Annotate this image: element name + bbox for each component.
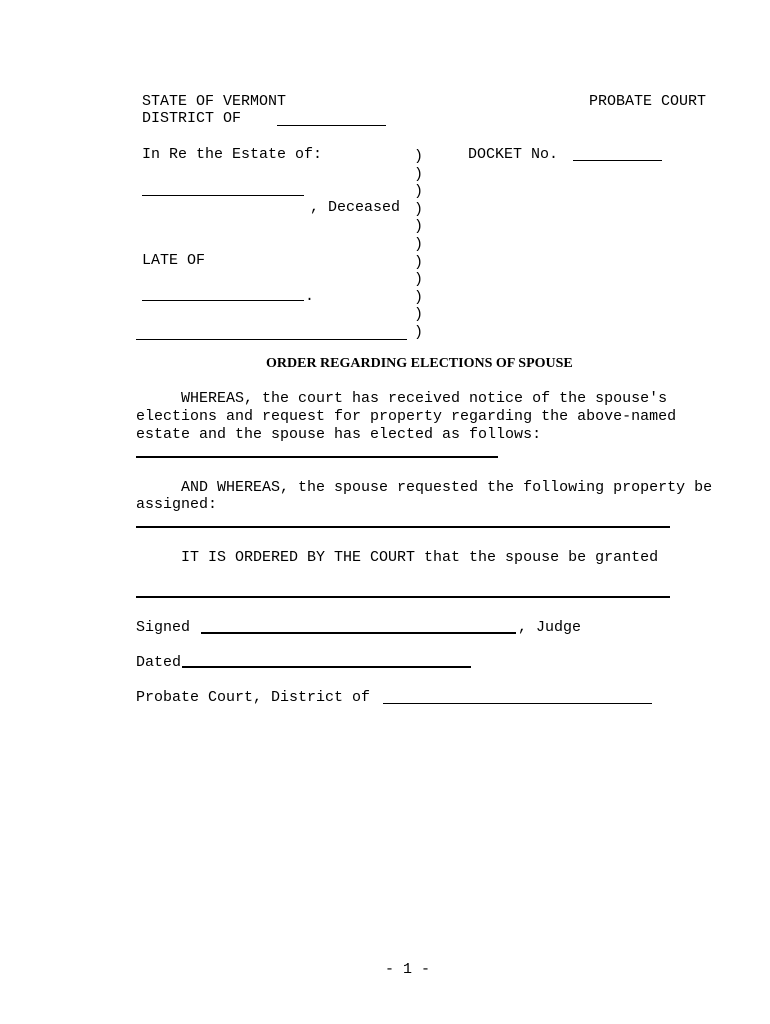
district-blank[interactable] — [277, 125, 386, 126]
state-heading: STATE OF VERMONT — [142, 93, 287, 110]
paren: ) — [414, 253, 424, 271]
residence-period: . — [305, 288, 315, 305]
paren: ) — [414, 235, 424, 253]
ordered-line: IT IS ORDERED BY THE COURT that the spouse be granted — [136, 549, 659, 566]
deceased-label: , Deceased — [310, 199, 401, 216]
and-whereas-line-2: assigned: — [136, 496, 218, 513]
late-of-label: LATE OF — [142, 252, 206, 269]
paren: ) — [414, 183, 424, 201]
paren: ) — [414, 306, 424, 324]
judge-signature-blank[interactable] — [201, 632, 516, 634]
whereas-line-3: estate and the spouse has elected as follows: — [136, 426, 542, 443]
signed-label: Signed — [136, 619, 191, 636]
judge-label: , Judge — [518, 619, 582, 636]
paren: ) — [414, 323, 424, 341]
caption-bottom-rule — [136, 339, 407, 340]
and-whereas-line-1: AND WHEREAS, the spouse requested the following property be — [136, 479, 713, 496]
paren: ) — [414, 218, 424, 236]
court-heading: PROBATE COURT — [589, 93, 707, 110]
paren: ) — [414, 165, 424, 183]
paren: ) — [414, 200, 424, 218]
elections-blank[interactable] — [136, 456, 498, 458]
dated-label: Dated — [136, 654, 182, 671]
document-title: ORDER REGARDING ELECTIONS OF SPOUSE — [266, 356, 573, 371]
in-re-label: In Re the Estate of: — [142, 146, 323, 163]
requested-property-blank[interactable] — [136, 526, 670, 528]
whereas-line-2: elections and request for property regarding the above-named — [136, 408, 677, 425]
residence-blank[interactable] — [142, 300, 304, 301]
district-label: DISTRICT OF — [142, 110, 242, 127]
decedent-name-blank[interactable] — [142, 195, 304, 196]
paren: ) — [414, 148, 424, 165]
probate-district-blank[interactable] — [383, 703, 652, 704]
paren: ) — [414, 271, 424, 289]
page-number: - 1 - — [385, 961, 431, 978]
granted-blank[interactable] — [136, 596, 670, 598]
probate-district-label: Probate Court, District of — [136, 689, 371, 706]
date-blank[interactable] — [182, 666, 471, 668]
caption-parentheses — [414, 148, 423, 342]
docket-number-blank[interactable] — [573, 160, 662, 161]
docket-label: DOCKET No. — [468, 146, 559, 163]
whereas-line-1: WHEREAS, the court has received notice of the spouse's — [136, 390, 668, 407]
paren: ) — [414, 288, 424, 306]
